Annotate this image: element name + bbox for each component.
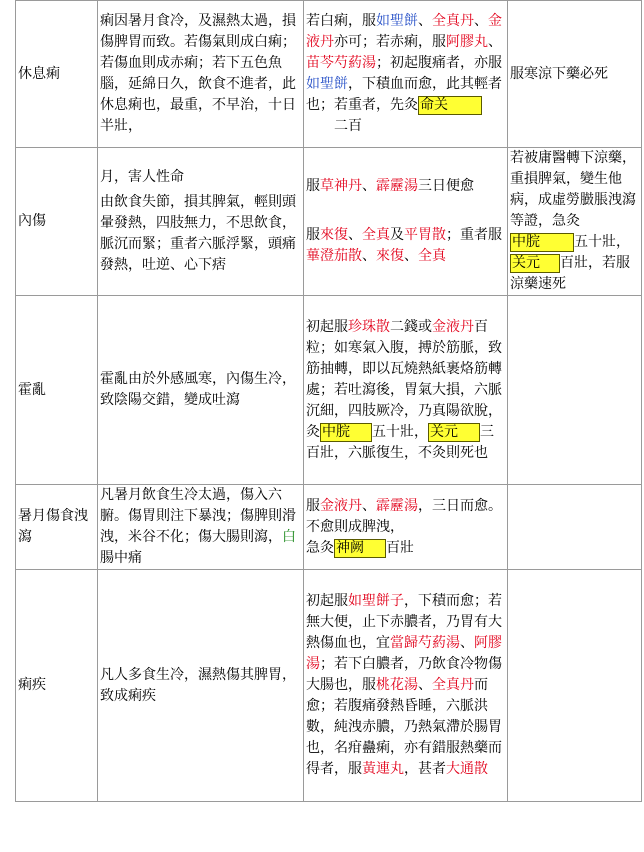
disease-name: 痢疾 bbox=[16, 570, 98, 802]
cause-cell: 凡人多食生冷，濕熱傷其脾胃，致成痢疾 bbox=[98, 570, 304, 802]
text: 服 bbox=[306, 178, 320, 194]
remedy-name: 平胃散 bbox=[404, 227, 446, 243]
text: ；重者服 bbox=[446, 227, 502, 243]
text: 及 bbox=[390, 227, 404, 243]
text: 、 bbox=[418, 13, 432, 29]
text: 、 bbox=[362, 248, 376, 264]
remedy-name: 如聖餅 bbox=[306, 76, 348, 92]
remedy-name: 黃連丸 bbox=[362, 761, 404, 777]
text: 腸中痛 bbox=[100, 550, 142, 566]
text: 急灸 bbox=[306, 539, 334, 556]
text: 、 bbox=[362, 178, 376, 194]
text: 二錢或 bbox=[390, 318, 432, 335]
remedy-name: 草神丹 bbox=[320, 178, 362, 194]
remedy-name: 全真丹 bbox=[432, 13, 474, 29]
text: 亦可；若赤痢，服 bbox=[334, 34, 446, 50]
cause-text: 由飲食失節，損其脾氣，輕則頭暈發熱，四肢無力，不思飲食，脈沉而緊；重者六脈浮緊，頭痛發熱，吐逆、心下痞 bbox=[100, 194, 296, 273]
remedy-name: 來復 bbox=[320, 227, 348, 243]
table-row bbox=[16, 485, 642, 570]
text: 、 bbox=[362, 497, 376, 514]
text: ，下積血而愈，此其輕者也；若重者，先灸 bbox=[306, 76, 502, 113]
text: 百壯，若服涼藥速死 bbox=[510, 255, 630, 292]
table-row bbox=[16, 296, 642, 485]
acupoint-highlight: 神阙 bbox=[334, 539, 386, 558]
remedy-name: 全真 bbox=[418, 248, 446, 264]
treatment-cell bbox=[304, 1, 508, 148]
remedy-name: 大通散 bbox=[446, 761, 488, 777]
text: ，下積而愈；若無大便，止下赤膿者，乃胃有大熱傷血也，宜 bbox=[306, 593, 502, 651]
text: 服 bbox=[306, 497, 320, 514]
cause-cell: 痢因暑月食冷，及濕熱太過，損傷脾胃而致。若傷氣則成白痢；若傷血則成赤痢；若下五色魚腦，延綿日久，飲食不進者，此休息痢也，最重，不早治，十日半壯， bbox=[98, 1, 304, 148]
text: 、 bbox=[460, 635, 474, 651]
cause-cell: 霍亂由於外感風寒，內傷生冷，致陰陽交錯，變成吐瀉 bbox=[98, 296, 304, 485]
text: ，甚者 bbox=[404, 761, 446, 777]
remedy-name: 珍珠散 bbox=[348, 318, 390, 335]
remedy-name: 苗芩芍葯湯 bbox=[306, 55, 376, 71]
treatment-cell bbox=[304, 148, 508, 296]
text: ；初起腹痛者，亦服 bbox=[376, 55, 502, 71]
note-cell bbox=[508, 296, 642, 485]
text: 三日便愈 bbox=[418, 178, 474, 194]
text: 而愈；若腹痛發熱昏睡，六脈洪數，純洩赤膿，乃熱氣滯於腸胃也，名疳蠱痢，亦有錯服熱藥而得者，服 bbox=[306, 677, 502, 777]
disease-name: 霍亂 bbox=[16, 296, 98, 485]
text: 、 bbox=[348, 227, 362, 243]
text: 二百 bbox=[334, 118, 362, 134]
remedy-name: 桃花湯 bbox=[376, 677, 418, 693]
table-row bbox=[16, 570, 642, 802]
text: 百粒；如寒氣入腹，搏於筋脈，致筋抽轉，即以瓦燒熱紙裹烙筋轉處；若吐瀉後，胃氣大損，六脈沉細，四肢厥冷，乃真陽欲脫，灸 bbox=[306, 318, 502, 440]
treatment-cell bbox=[304, 296, 508, 485]
remedy-name: 全真 bbox=[362, 227, 390, 243]
text: 若白痢，服 bbox=[306, 13, 376, 29]
text: 、 bbox=[418, 677, 432, 693]
acupoint-highlight: 关元 bbox=[510, 254, 560, 273]
remedy-name: 金液丹 bbox=[320, 497, 362, 514]
remedy-name: 當歸芍葯湯 bbox=[390, 635, 460, 651]
remedy-name: 金液丹 bbox=[432, 318, 474, 335]
acupoint-highlight: 关元 bbox=[428, 423, 480, 442]
text: 百壯 bbox=[386, 539, 414, 556]
acupoint-highlight: 中脘 bbox=[320, 423, 372, 442]
text: 凡暑月飲食生冷太過，傷入六腑。傷胃則注下暴洩；傷脾則滑洩，米谷不化；傷大腸則瀉， bbox=[100, 487, 296, 545]
remedy-name: 金液丹 bbox=[306, 13, 502, 50]
text: 初起服 bbox=[306, 318, 348, 335]
acupoint-highlight: 命关 bbox=[418, 96, 482, 115]
text: 三百壯，六脈復生，不灸則死也 bbox=[306, 423, 494, 461]
treatment-line bbox=[306, 225, 505, 267]
note-cell bbox=[508, 148, 642, 296]
disease-name: 暑月傷食洩瀉 bbox=[16, 485, 98, 570]
text: 服 bbox=[306, 227, 320, 243]
remedy-name: 阿膠丸 bbox=[446, 34, 488, 50]
note-cell bbox=[508, 570, 642, 802]
text: 、 bbox=[488, 34, 502, 50]
remedy-name: 全真丹 bbox=[432, 677, 474, 693]
disease-name: 休息痢 bbox=[16, 1, 98, 148]
remedy-name: 霹靂湯 bbox=[376, 178, 418, 194]
treatment-cell bbox=[304, 485, 508, 570]
remedy-name: 蓽澄茄散 bbox=[306, 248, 362, 264]
remedy-name: 如聖餅子 bbox=[348, 593, 404, 609]
text: 若被庸醫轉下涼藥，重損脾氣，變生他病，成虛勞臌脹洩瀉等證，急灸 bbox=[510, 150, 636, 229]
text: 、 bbox=[474, 13, 488, 29]
text: 五十壯， bbox=[574, 234, 630, 250]
disease-name: 內傷 bbox=[16, 148, 98, 296]
cause-cell bbox=[98, 485, 304, 570]
note-cell bbox=[508, 485, 642, 570]
cause-continuation: 月，害人性命 bbox=[100, 169, 184, 185]
remedy-name: 阿膠湯 bbox=[306, 635, 502, 672]
remedy-name: 如聖餅 bbox=[376, 13, 418, 29]
remedy-name: 霹靂湯 bbox=[376, 497, 418, 514]
table-row bbox=[16, 148, 642, 296]
acupoint-highlight: 中脘 bbox=[510, 233, 574, 252]
note-cell: 服寒涼下藥必死 bbox=[508, 1, 642, 148]
text: ；若下白膿者，乃飲食冷物傷大腸也，服 bbox=[306, 656, 502, 693]
table-row bbox=[16, 1, 642, 148]
text: 、 bbox=[404, 248, 418, 264]
text: 五十壯， bbox=[372, 423, 428, 440]
text: ，三日而愈。不愈則成脾洩， bbox=[306, 497, 502, 535]
text: 初起服 bbox=[306, 593, 348, 609]
remedy-table bbox=[15, 0, 642, 802]
green-term: 白 bbox=[282, 529, 296, 545]
treatment-cell bbox=[304, 570, 508, 802]
remedy-name: 來復 bbox=[376, 248, 404, 264]
cause-cell bbox=[98, 148, 304, 296]
treatment-line bbox=[306, 176, 505, 197]
